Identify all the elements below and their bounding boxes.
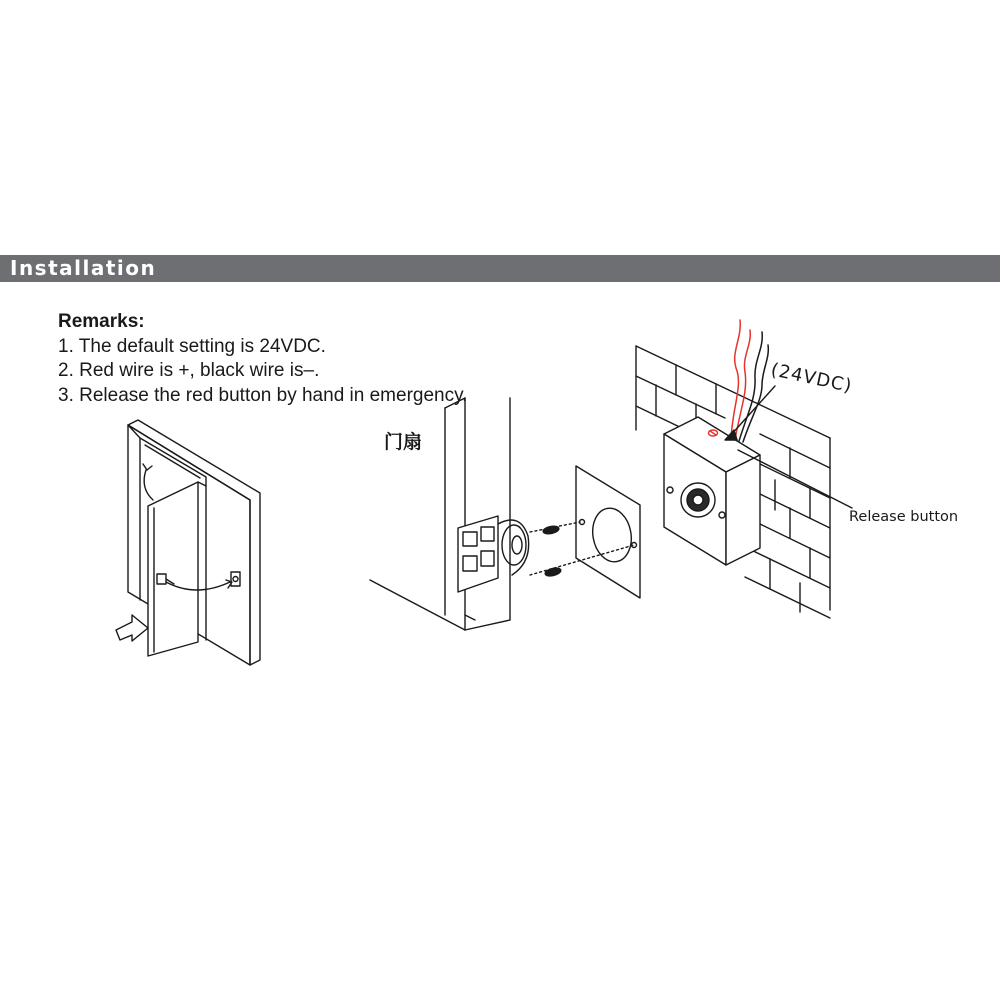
armature-plate-icon (458, 516, 529, 592)
release-button-label: Release button (849, 509, 959, 525)
remark-line-2: 2. Red wire is +, black wire is–. (58, 360, 320, 381)
magnet-box-icon (664, 417, 760, 565)
push-arrow-icon (116, 615, 148, 641)
wire-icon (731, 320, 768, 442)
remark-line-1: 1. The default setting is 24VDC. (58, 335, 326, 357)
remark-line-3: 3. Release the red button by hand in emergency. (58, 384, 468, 406)
mini-magnet-icon (231, 572, 240, 586)
remarks-heading: Remarks: (58, 311, 145, 332)
voltage-label: (24VDC) (768, 359, 855, 398)
section-title: Installation (10, 256, 157, 280)
template-plate-icon (576, 466, 640, 598)
door-leaf-label: 门扇 (384, 431, 423, 453)
door-leaf-icon (148, 482, 206, 656)
release-button-icon (709, 430, 718, 436)
screw-icon (530, 522, 634, 577)
